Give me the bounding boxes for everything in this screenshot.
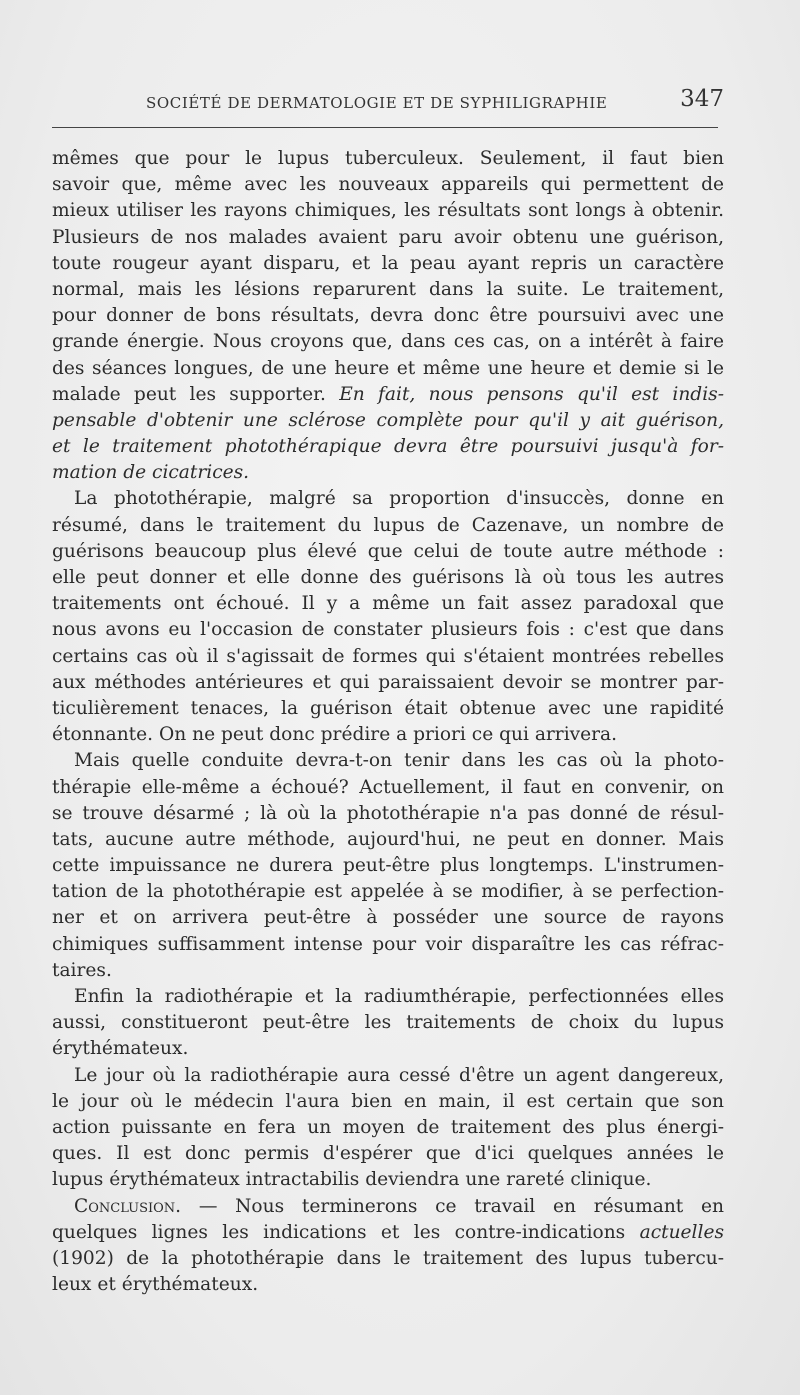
running-head: SOCIÉTÉ DE DERMATOLOGIE ET DE SYPHILIGRAPHIE — [146, 94, 608, 112]
text-line: lupus érythémateux intractabilis deviendra une rareté clinique. — [52, 1169, 652, 1191]
text-line: taires. — [52, 959, 112, 981]
text-line: pour donner de bons résultats, devra donc être poursuivi avec une — [52, 305, 724, 327]
text-line: mieux utiliser les rayons chimiques, les résultats sont longs à obtenir. — [52, 200, 724, 222]
italic-line: pensable d'obtenir une sclérose complète pour qu'il y ait guérison, — [52, 409, 724, 431]
text-line: le jour où le médecin l'aura bien en main, il est certain que son — [52, 1090, 724, 1112]
text-line: ques. Il est donc permis d'espérer que d'ici quelques années le — [52, 1143, 724, 1165]
text-line-mixed — [52, 1220, 724, 1246]
text-line: leux et érythémateux. — [52, 1274, 259, 1296]
text-line: érythémateux. — [52, 1038, 189, 1060]
paragraph-start: Le jour où la radiothérapie aura cessé d'être un agent dangereux, — [74, 1064, 724, 1086]
header-rule — [52, 127, 718, 128]
text-line: thérapie elle-même a échoué? Actuellement, il faut en convenir, on — [52, 776, 724, 798]
text-line: des séances longues, de une heure et même une heure et demie si le — [52, 357, 724, 379]
text-line: ner et on arrivera peut-être à posséder une source de rayons — [52, 907, 724, 929]
italic-line: mation de cicatrices. — [52, 462, 250, 484]
text-line: savoir que, même avec les nouveaux appareils qui permettent de — [52, 174, 724, 196]
text-line: (1902) de la photothérapie dans le traitement des lupus tubercu- — [52, 1247, 724, 1269]
text-line-mixed — [52, 382, 724, 408]
text-line: certains cas où il s'agissait de formes qui s'étaient montrées rebelles — [52, 645, 724, 667]
text-line: tation de la photothérapie est appelée à se modifier, à se perfection- — [52, 881, 724, 903]
text-line: Plusieurs de nos malades avaient paru avoir obtenu une guérison, — [52, 226, 724, 248]
italic-segment: actuelles — [639, 1221, 724, 1243]
text-line: se trouve désarmé ; là où la photothérapie n'a pas donné de résul- — [52, 802, 724, 824]
page-number: 347 — [680, 86, 724, 112]
text-line: toute rougeur ayant disparu, et la peau ayant repris un caractère — [52, 252, 724, 274]
conclusion-heading: Conclusion. — [74, 1195, 182, 1217]
paragraph-start: Enfin la radiothérapie et la radiumthérapie, perfectionnées elles — [74, 986, 724, 1007]
page-header — [52, 86, 730, 120]
text-line: étonnante. On ne peut donc prédire a priori ce qui arrivera. — [52, 724, 618, 746]
text-line: nous avons eu l'occasion de constater plusieurs fois : c'est que dans — [52, 619, 724, 641]
text-line: chimiques suffisamment intense pour voir disparaître les cas réfrac- — [52, 933, 724, 955]
text-line: elle peut donner et elle donne des guérisons là où tous les autres — [52, 567, 724, 588]
conclusion-line — [52, 1194, 724, 1220]
paragraph-start: La photothérapie, malgré sa proportion d'insuccès, donne en — [74, 488, 724, 510]
text-line: action puissante en fera un moyen de traitement des plus énergi- — [52, 1116, 724, 1138]
text-line: traitements ont échoué. Il y a même un fait assez paradoxal que — [52, 593, 724, 615]
text-line: normal, mais les lésions reparurent dans la suite. Le traitement, — [52, 278, 724, 300]
italic-segment: En fait, nous pensons qu'il est indis- — [339, 383, 724, 405]
body-text — [52, 146, 724, 1298]
italic-line: et le traitement photothérapique devra être poursuivi jusqu'à for- — [52, 436, 724, 458]
text-line: cette impuissance ne durera peut-être plus longtemps. L'instrumen- — [52, 855, 724, 877]
text-line: mêmes que pour le lupus tuberculeux. Seulement, il faut bien — [52, 148, 724, 169]
text-line: résumé, dans le traitement du lupus de Cazenave, un nombre de — [52, 514, 724, 536]
text-segment: quelques lignes les indications et les contre-indications — [52, 1221, 626, 1243]
text-line: aussi, constitueront peut-être les traitements de choix du lupus — [52, 1012, 724, 1034]
text-line: guérisons beaucoup plus élevé que celui de toute autre méthode : — [52, 540, 724, 562]
text-line: tats, aucune autre méthode, aujourd'hui, ne peut en donner. Mais — [52, 828, 724, 850]
text-line: ticulièrement tenaces, la guérison était obtenue avec une rapidité — [52, 697, 724, 719]
text-line: aux méthodes antérieures et qui paraissaient devoir se montrer par- — [52, 671, 724, 693]
text-segment: malade peut les supporter. — [52, 383, 326, 405]
text-segment: — Nous terminerons ce travail en résumant en — [198, 1195, 724, 1217]
text-line: grande énergie. Nous croyons que, dans ces cas, on a intérêt à faire — [52, 331, 724, 353]
paragraph-start: Mais quelle conduite devra-t-on tenir dans les cas où la photo- — [74, 750, 724, 772]
